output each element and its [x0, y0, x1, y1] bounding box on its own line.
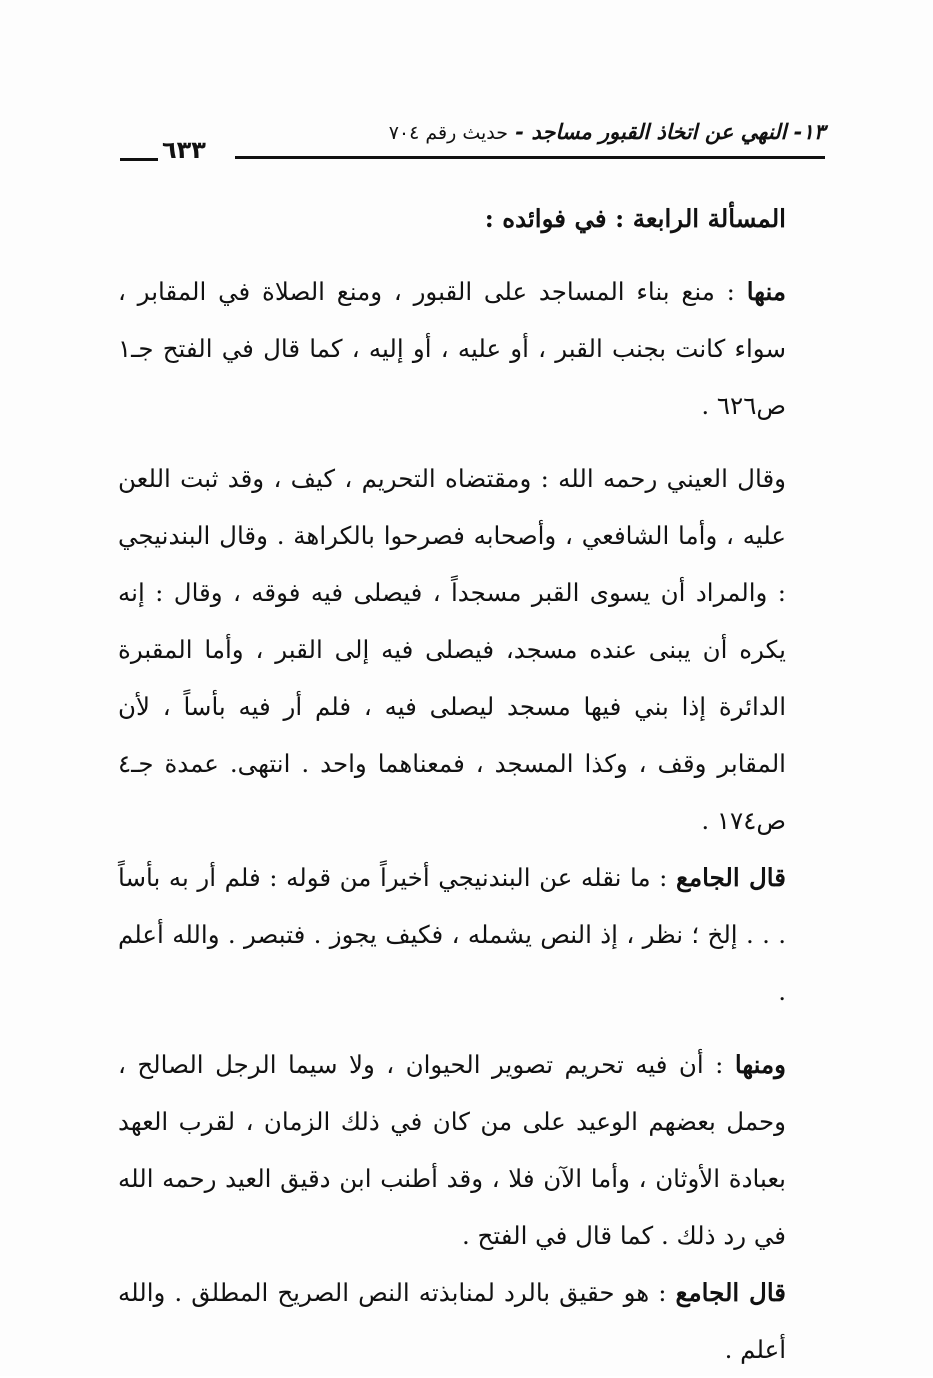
paragraph-benefit-one	[118, 263, 828, 434]
paragraph-benefit-two	[118, 1036, 828, 1264]
paragraph-text: وقال العيني رحمه الله : ومقتضاه التحريم ، كيف ، وقد ثبت اللعن عليه ، وأما الشافعي ، وأصحابه فصرحوا بالكراهة . وقال البندنيجي : والمراد أن يسوى القبر مسجداً ، فيصلى فيه فوقه ، وقال : إنه يكره أن يبنى عنده مسجد، فيصلى فيه إلى القبر ، وأما المقبرة الدائرة إذا بني فيها مسجد ليصلى فيه ، فلم أر فيه بأساً ، لأن المقابر وقف ، وكذا المسجد ، فمعناهما واحد . انتهى. عمدة جـ٤ ص١٧٤ .	[118, 464, 786, 835]
header-rule	[235, 156, 825, 159]
paragraph-text: : هو حقيق بالرد لمنابذته النص الصريح المطلق . والله أعلم .	[118, 1278, 786, 1364]
paragraph-jami-comment-two	[118, 1264, 828, 1378]
paragraph-lead: قال الجامع	[675, 863, 786, 892]
paragraph-jami-comment-one	[118, 849, 828, 1020]
section-heading: المسألة الرابعة : في فوائده :	[484, 204, 786, 233]
page-number: ٦٣٣	[162, 136, 206, 164]
header-title	[389, 120, 825, 144]
paragraph-text: : ما نقله عن البندنيجي أخيراً من قوله : فلم أر به بأساً . . . إلخ ؛ نظر ، إذ النص يشمله ، فكيف يجوز . فتبصر . والله أعلم .	[118, 863, 786, 1006]
paragraph-text: : أن فيه تحريم تصوير الحيوان ، ولا سيما الرجل الصالح ، وحمل بعضهم الوعيد على من كان في ذلك الزمان ، لقرب العهد بعبادة الأوثان ، وأما الآن فلا ، وقد أطنب ابن دقيق العيد رحمه الله في رد ذلك . كما قال في الفتح .	[118, 1050, 786, 1250]
page-number-rule	[120, 158, 158, 161]
section-heading-paragraph	[118, 190, 828, 247]
running-header	[120, 118, 825, 170]
header-title-sub: حديث رقم ٧٠٤	[388, 122, 508, 144]
paragraph-lead: قال الجامع	[675, 1278, 786, 1307]
paragraph-text: : منع بناء المساجد على القبور ، ومنع الصلاة في المقابر ، سواء كانت بجنب القبر ، أو عليه ، أو إليه ، كما قال في الفتح جـ١ ص٦٢٦ .	[118, 277, 786, 420]
paragraph-aini-quote	[118, 450, 828, 849]
paragraph-lead: منها	[746, 277, 786, 306]
page-body	[118, 190, 828, 1378]
header-title-main: ١٣- النهي عن اتخاذ القبور مساجد -	[515, 120, 825, 144]
paragraph-lead: ومنها	[734, 1050, 786, 1079]
